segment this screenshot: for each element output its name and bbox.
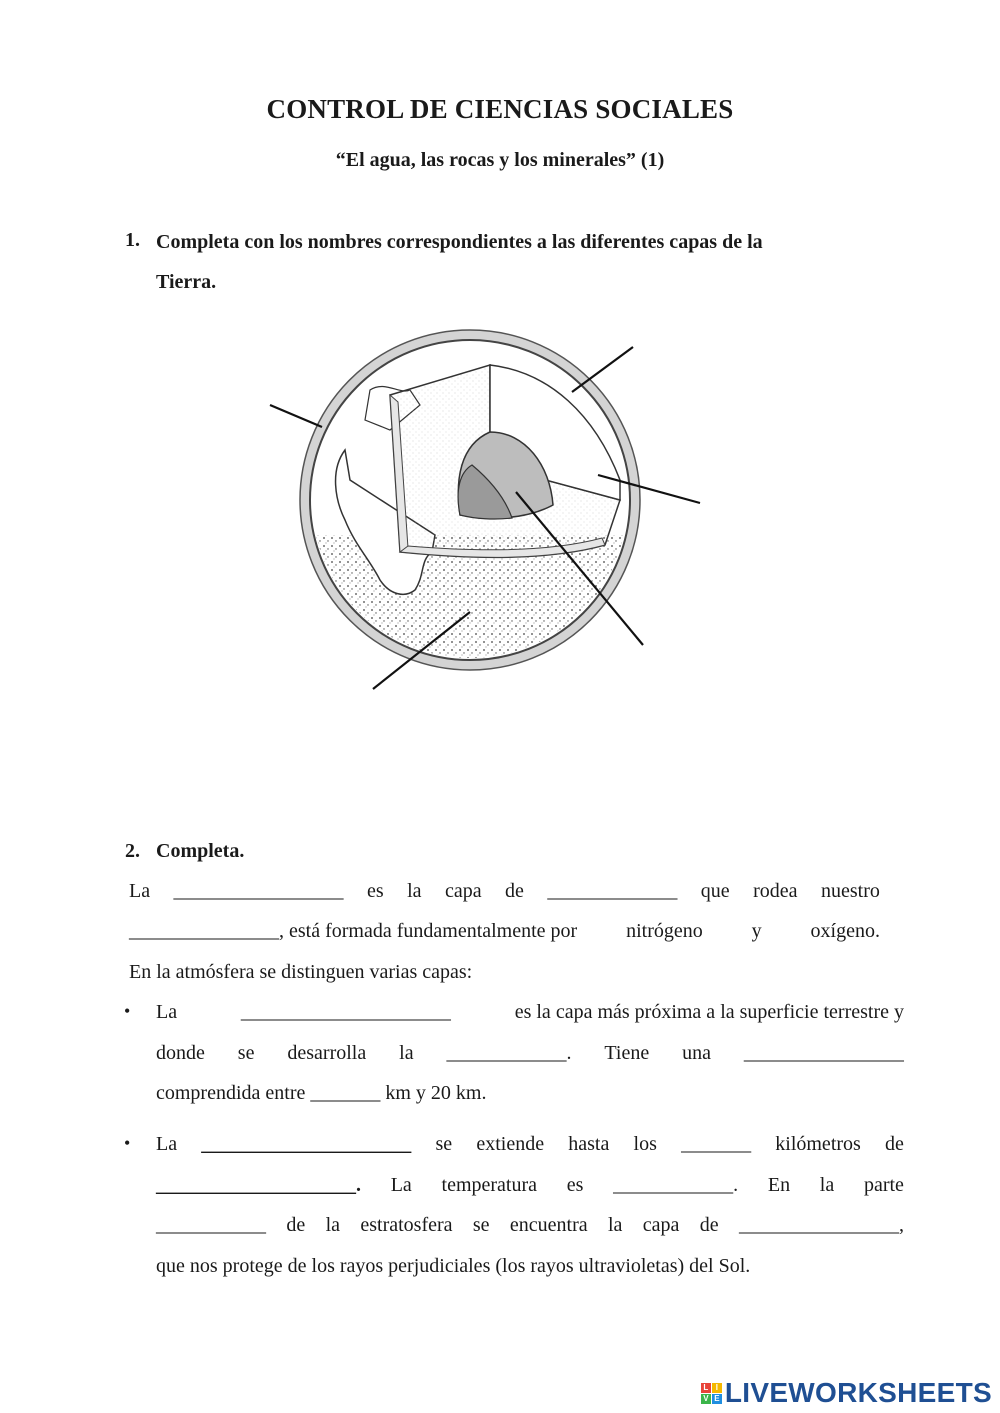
question-1-line-1: Completa con los nombres correspondientes a las diferentes capas de la <box>156 231 763 253</box>
text-word: capa <box>642 1214 680 1236</box>
logo-letter: L <box>701 1383 711 1393</box>
text-word: se <box>435 1133 453 1155</box>
blank-field[interactable]: ____________. <box>613 1174 739 1196</box>
bullet-1-line-3[interactable]: comprendida entre _______ km y 20 km. <box>156 1082 487 1104</box>
question-2-number: 2. <box>125 840 140 862</box>
text-word: una <box>682 1042 712 1064</box>
blank-field[interactable]: _________________ <box>173 880 344 902</box>
logo-text: LIVEWORKSHEETS <box>724 1377 992 1408</box>
blank-field[interactable]: ________________ <box>743 1042 904 1064</box>
blank-field[interactable]: _______ <box>681 1133 752 1155</box>
text-word: es <box>566 1174 584 1196</box>
text-word: La <box>156 1001 178 1023</box>
logo-mark-icon <box>701 1383 722 1404</box>
blank-field[interactable]: ________________, <box>738 1214 904 1236</box>
text-word: que <box>700 880 730 902</box>
text-word: parte <box>863 1174 904 1196</box>
text-with-blank[interactable]: _______________, está formada fundamentalmente por <box>129 920 578 942</box>
text-word: nitrógeno <box>626 920 703 942</box>
question-2-heading: Completa. <box>156 840 245 862</box>
text-word: Tiene <box>604 1042 650 1064</box>
bullet-2-marker: • <box>124 1133 131 1153</box>
bullet-2-line-3 <box>156 1205 904 1245</box>
text-word: nuestro <box>820 880 880 902</box>
page-subtitle: “El agua, las rocas y los minerales” (1) <box>335 149 665 171</box>
bullet-1-line-1 <box>156 992 904 1032</box>
question-1-number: 1. <box>125 229 140 251</box>
text-word: donde <box>156 1042 205 1064</box>
text-word: de <box>699 1214 719 1236</box>
blank-field[interactable]: ____________________. <box>156 1174 361 1196</box>
text-word: La <box>129 880 151 902</box>
q2-paragraph-line-3: En la atmósfera se distinguen varias capas: <box>129 961 473 983</box>
logo-letter: E <box>712 1394 722 1404</box>
q2-paragraph-line-1 <box>129 871 880 911</box>
text-word: de <box>286 1214 306 1236</box>
text-word: desarrolla <box>287 1042 367 1064</box>
text-word: los <box>633 1133 657 1155</box>
blank-field[interactable]: _____________ <box>547 880 678 902</box>
blank-field[interactable]: ____________. <box>446 1042 572 1064</box>
liveworksheets-logo <box>701 1375 992 1411</box>
bullet-1-line-2 <box>156 1033 904 1073</box>
text-word: capa <box>444 880 482 902</box>
text-word: se <box>237 1042 255 1064</box>
blank-field[interactable]: ___________ <box>156 1214 266 1236</box>
earth-layers-diagram <box>250 320 730 720</box>
text-word: extiende <box>476 1133 545 1155</box>
text-word: la <box>325 1214 341 1236</box>
question-1-text <box>156 222 916 302</box>
blank-field[interactable]: _____________________ <box>240 1001 451 1023</box>
text-word: oxígeno. <box>810 920 880 942</box>
logo-letter: I <box>712 1383 722 1393</box>
text-word: La <box>390 1174 412 1196</box>
text-word: temperatura <box>441 1174 538 1196</box>
bullet-2-line-1 <box>156 1124 904 1164</box>
text-word: la <box>399 1042 414 1064</box>
text-word: La <box>156 1133 178 1155</box>
question-1-line-2: Tierra. <box>156 271 217 293</box>
bullet-2-line-4: que nos protege de los rayos perjudiciales (los rayos ultravioletas) del Sol. <box>156 1255 751 1277</box>
text-word: la <box>407 880 422 902</box>
blank-field[interactable]: _____________________ <box>201 1133 412 1155</box>
bullet-2-line-2 <box>156 1165 904 1205</box>
label-line-atmosphere <box>270 405 322 427</box>
text-word: la <box>607 1214 623 1236</box>
text-word: encuentra <box>509 1214 588 1236</box>
text-word: kilómetros <box>775 1133 861 1155</box>
text-word: de <box>885 1133 904 1155</box>
text-word: rodea <box>753 880 798 902</box>
text-word: se <box>472 1214 490 1236</box>
text-word: es la capa más próxima a la superficie terrestre y <box>514 1001 904 1023</box>
text-word: estratosfera <box>360 1214 453 1236</box>
logo-letter: V <box>701 1394 711 1404</box>
page-title: CONTROL DE CIENCIAS SOCIALES <box>266 94 734 124</box>
text-word: de <box>505 880 524 902</box>
text-word: y <box>751 920 762 942</box>
text-word: es <box>366 880 384 902</box>
bullet-1-marker: • <box>124 1001 131 1021</box>
text-word: En <box>767 1174 791 1196</box>
label-line-crust <box>572 347 633 392</box>
q2-paragraph-line-2 <box>129 911 880 951</box>
text-word: la <box>819 1174 835 1196</box>
text-word: hasta <box>568 1133 610 1155</box>
